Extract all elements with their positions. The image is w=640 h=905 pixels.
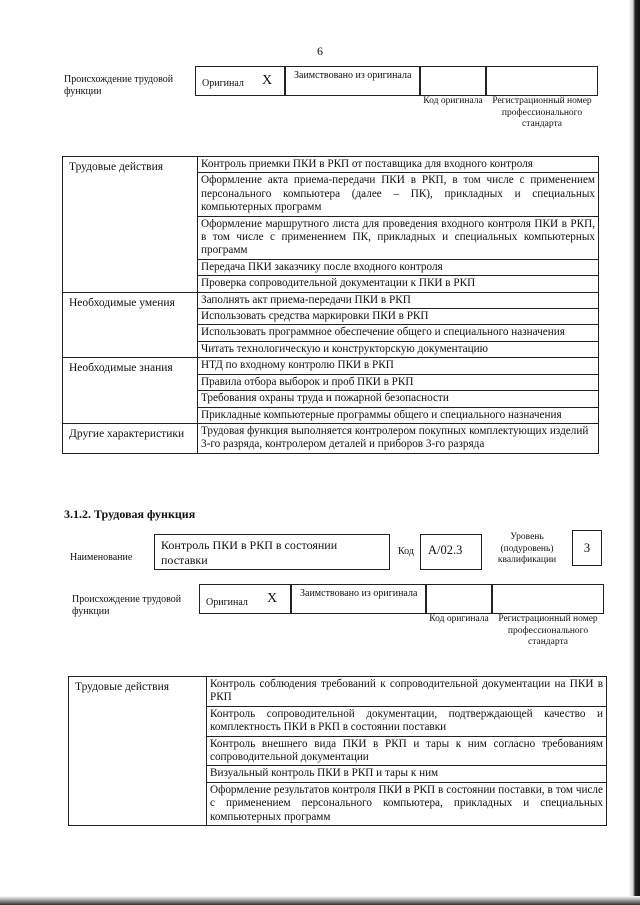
table-1	[62, 156, 599, 454]
name-label: Наименование	[70, 552, 133, 563]
table-cell: Оформление маршрутного листа для проведения входного контроля ПКИ в РКП, в том числе с применением ПК, прикладных и специальных компьютерных программ	[198, 216, 599, 259]
table-row	[69, 677, 607, 707]
row-header: Трудовые действия	[63, 157, 198, 293]
origin-label: Происхождение трудовой функции	[64, 74, 174, 97]
scan-edge-right	[628, 0, 640, 905]
table-cell: Трудовая функция выполняется контролером покупных комплектующих изделий 3-го разряда, контролером деталей и приборов 3-го разряда	[198, 423, 599, 453]
scan-edge-bottom	[0, 896, 640, 905]
origin-label: Происхождение трудовой функции	[72, 594, 182, 617]
table-row	[63, 157, 599, 173]
table-row	[63, 423, 599, 453]
table-row	[63, 292, 599, 308]
original-label: Оригинал	[202, 78, 244, 89]
row-header: Другие характеристики	[63, 423, 198, 453]
table-cell: НТД по входному контролю ПКИ в РКП	[198, 358, 599, 374]
original-cell	[195, 66, 285, 96]
original-code-cell	[426, 584, 492, 614]
borrowed-label: Заимствовано из оригинала	[300, 588, 418, 599]
table-2	[68, 676, 607, 826]
table-cell: Использовать средства маркировки ПКИ в РКП	[198, 309, 599, 325]
original-x-mark: X	[267, 591, 278, 606]
table-row	[63, 358, 599, 374]
table-cell: Контроль приемки ПКИ в РКП от поставщика для входного контроля	[198, 157, 599, 173]
row-header: Трудовые действия	[69, 677, 207, 826]
table-cell: Контроль внешнего вида ПКИ в РКП и тары к ним согласно требованиям сопроводительной документации	[207, 736, 607, 766]
original-label: Оригинал	[206, 597, 248, 608]
table-cell: Требования охраны труда и пожарной безопасности	[198, 391, 599, 407]
table-cell: Прикладные компьютерные программы общего и специального назначения	[198, 407, 599, 423]
level-label: Уровень (подуровень) квалификации	[497, 532, 557, 565]
table-cell: Правила отбора выборок и проб ПКИ в РКП	[198, 374, 599, 390]
code-caption: Код оригинала	[423, 96, 483, 106]
original-x-mark: X	[262, 73, 273, 88]
code-label: Код	[398, 546, 414, 557]
reg-number-cell	[492, 584, 604, 614]
table-cell: Контроль соблюдения требований к сопроводительной документации на ПКИ в РКП	[207, 677, 607, 707]
table-cell: Визуальный контроль ПКИ в РКП и тары к ним	[207, 766, 607, 782]
borrowed-cell	[285, 66, 420, 96]
original-code-cell	[420, 66, 486, 96]
table-cell: Передача ПКИ заказчику после входного контроля	[198, 259, 599, 275]
page-number: 6	[317, 44, 323, 58]
row-header: Необходимые умения	[63, 292, 198, 358]
table-cell: Контроль сопроводительной документации, подтверждающей качество и комплектность ПКИ в РКП в состоянии поставки	[207, 706, 607, 736]
reg-number-cell	[486, 66, 598, 96]
table-cell: Читать технологическую и конструкторскую документацию	[198, 341, 599, 357]
function-code-box: А/02.3	[420, 534, 482, 570]
borrowed-cell	[291, 584, 426, 614]
table-cell: Заполнять акт приема-передачи ПКИ в РКП	[198, 292, 599, 308]
row-header: Необходимые знания	[63, 358, 198, 424]
code-caption: Код оригинала	[429, 614, 489, 624]
function-name-box: Контроль ПКИ в РКП в состоянии поставки	[154, 534, 390, 570]
table-cell: Оформление акта приема-передачи ПКИ в РКП, в том числе с применением персонального компьютера (далее – ПК), прикладных и специальных компьютерных программ	[198, 173, 599, 216]
level-value-box: 3	[572, 530, 602, 566]
table-cell: Оформление результатов контроля ПКИ в РКП в состоянии поставки, в том числе с применением персонального компьютера, прикладных и специальных компьютерных программ	[207, 782, 607, 825]
section-title: 3.1.2. Трудовая функция	[64, 507, 196, 521]
reg-caption: Регистрационный номер профессионального стандарта	[492, 96, 592, 129]
table-cell: Использовать программное обеспечение общего и специального назначения	[198, 325, 599, 341]
table-cell: Проверка сопроводительной документации к ПКИ в РКП	[198, 276, 599, 292]
borrowed-label: Заимствовано из оригинала	[294, 70, 412, 81]
original-cell	[199, 584, 291, 614]
reg-caption: Регистрационный номер профессионального стандарта	[498, 614, 598, 647]
